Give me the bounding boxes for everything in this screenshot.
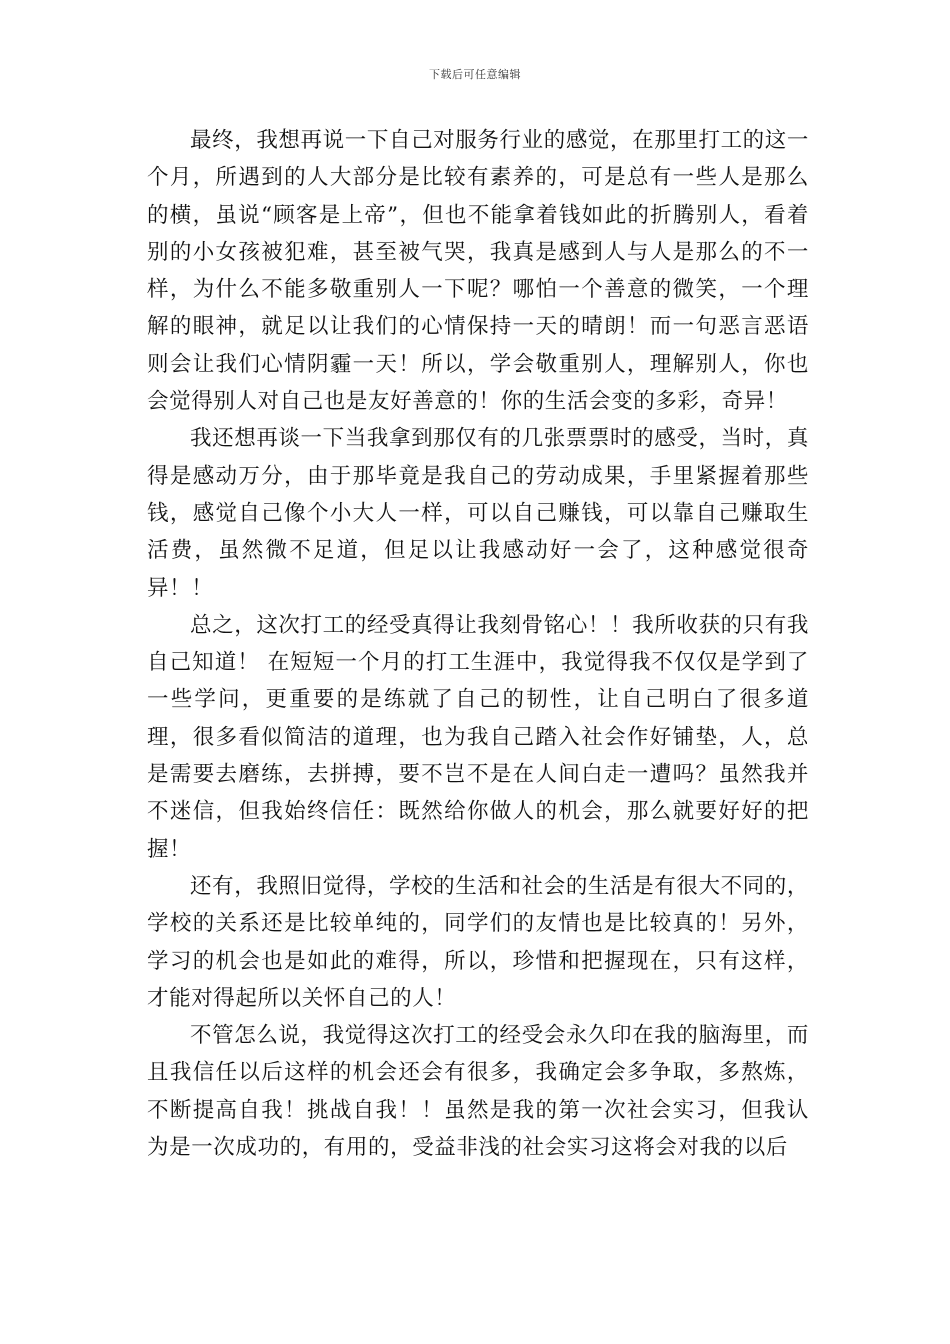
paragraph-5: 不管怎么说，我觉得这次打工的经受会永久印在我的脑海里，而且我信任以后这样的机会还会有很多，我确定会多争取，多熬炼，不断提高自我！挑战自我！！虽然是我的第一次社会实习，但我认为是一次成功的，有用的，受益非浅的社会实习这将会对我的以后 — [147, 1023, 809, 1161]
paragraph-2: 我还想再谈一下当我拿到那仅有的几张票票时的感受，当时，真得是感动万分，由于那毕竟是我自己的劳动成果，手里紧握着那些钱，感觉自己像个小大人一样，可以自己赚钱，可以靠自己赚取生活费，虽然微不足道，但足以让我感动好一会了，这种感觉很奇异！！ — [147, 426, 809, 601]
header-note: 下载后可任意编辑 — [429, 68, 521, 81]
paragraph-3: 总之，这次打工的经受真得让我刻骨铭心！！我所收获的只有我自己知道！ 在短短一个月的打工生涯中，我觉得我不仅仅是学到了一些学问，更重要的是练就了自己的韧性，让自己明白了很多道理，很多看似简洁的道理，也为我自己踏入社会作好铺垫，人，总是需要去磨练，去拼搏，要不岂不是在人间白走一遭吗？虽然我并不迷信，但我始终信任：既然给你做人的机会，那么就要好好的把握！ — [147, 612, 809, 862]
paragraph-1: 最终，我想再说一下自己对服务行业的感觉，在那里打工的这一个月，所遇到的人大部分是比较有素养的，可是总有一些人是那么的横，虽说“顾客是上帝”，但也不能拿着钱如此的折腾别人，看着别的小女孩被犯难，甚至被气哭，我真是感到人与人是那么的不一样，为什么不能多敬重别人一下呢？哪怕一个善意的微笑，一个理解的眼神，就足以让我们的心情保持一天的晴朗！而一句恶言恶语则会让我们心情阴霾一天！所以，学会敬重别人，理解别人，你也会觉得别人对自己也是友好善意的！你的生活会变的多彩，奇异！ — [147, 128, 809, 415]
document-body — [147, 122, 809, 1166]
paragraph-4: 还有，我照旧觉得，学校的生活和社会的生活是有很大不同的，学校的关系还是比较单纯的，同学们的友情也是比较真的！另外，学习的机会也是如此的难得，所以，珍惜和把握现在，只有这样，才能对得起所以关怀自己的人！ — [147, 873, 809, 1011]
